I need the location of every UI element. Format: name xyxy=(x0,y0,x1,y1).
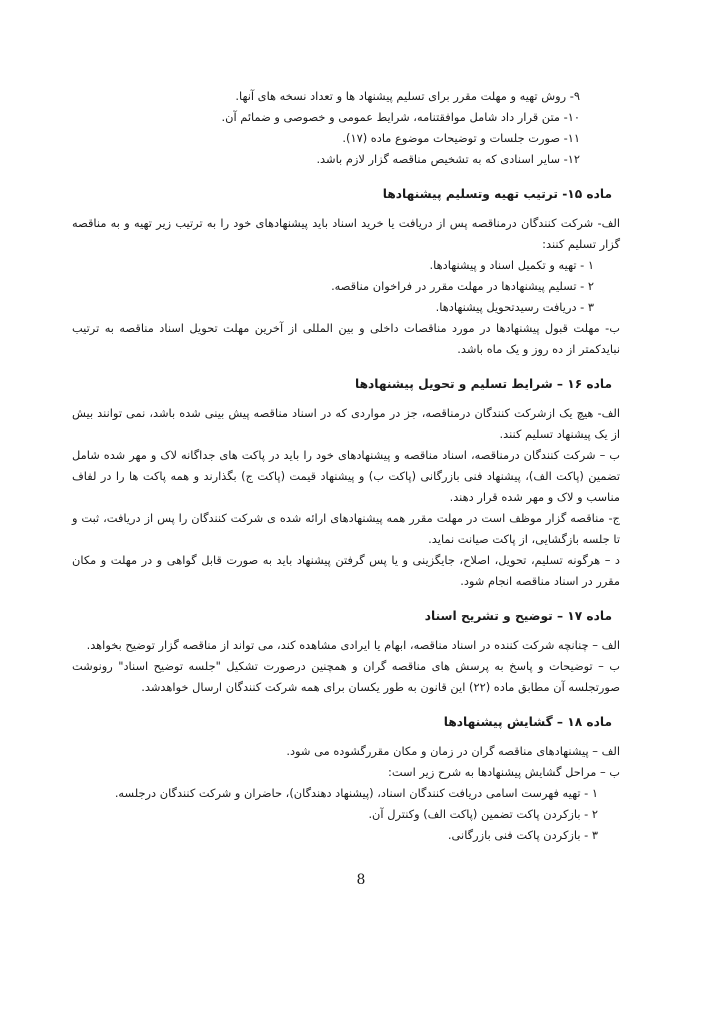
article-15-clause-be: ب- مهلت قبول پیشنهادها در مورد مناقصات داخلی و بین المللی از آخرین مهلت تحویل اسناد مناقصه به ترتیب نبایدکمتر از ده روز و یک ماه باشد. xyxy=(72,321,620,356)
article-17-clause-alef: الف – چنانچه شرکت کننده در اسناد مناقصه، ابهام یا ایرادی مشاهده کند، می تواند از مناقصه گزار توضیح بخواهد. xyxy=(86,638,620,652)
article-18-clause-alef: الف – پیشنهادهای مناقصه گران در زمان و مکان مقررگشوده می شود. xyxy=(286,744,620,758)
article-15-clause-alef: الف- شرکت کنندگان درمناقصه پس از دریافت یا خرید اسناد باید پیشنهادهای خود را به ترتیب زیر تهیه و به مناقصه گزار تسلیم کنند: xyxy=(72,216,620,251)
list-item: ۲ - تسلیم پیشنهادها در مهلت مقرر در فراخوان مناقصه. xyxy=(331,279,594,293)
document-page xyxy=(72,86,620,846)
article-17-heading: ماده ۱۷ – توضیح و تشریح اسناد xyxy=(424,609,612,623)
article-16-clause-jim: ج- مناقصه گزار موظف است در مهلت مقرر همه پیشنهادهای ارائه شده ی شرکت کنندگان را پس از دریافت، ثبت و تا جلسه بازگشایی، از پاکت صیانت نماید. xyxy=(72,511,620,546)
article-18-heading: ماده ۱۸ – گشایش پیشنهادها xyxy=(443,715,612,729)
list-item: ۹- روش تهیه و مهلت مقرر برای تسلیم پیشنهاد ها و تعداد نسخه های آنها. xyxy=(235,89,580,103)
list-item: ۱۱- صورت جلسات و توضیحات موضوع ماده (۱۷). xyxy=(342,131,580,145)
list-item: ۱ - تهیه و تکمیل اسناد و پیشنهادها. xyxy=(429,258,594,272)
list-item: ۳ - دریافت رسیدتحویل پیشنهادها. xyxy=(435,300,594,314)
list-item: ۲ - بازکردن پاکت تضمین (پاکت الف) وکنترل آن. xyxy=(368,807,598,821)
list-item: ۳ - بازکردن پاکت فنی بازرگانی. xyxy=(447,828,598,842)
top-list xyxy=(72,86,620,170)
article-16-clause-alef: الف- هیچ یک ازشرکت کنندگان درمناقصه، جز در مواردی که در اسناد مناقصه پیش بینی شده باشد، نمی توانند بیش از یک پیشنهاد تسلیم کنند. xyxy=(72,406,620,441)
article-17-clause-be: ب – توضیحات و پاسخ به پرسش های مناقصه گران و همچنین درصورت تشکیل "جلسه توضیح اسناد" رونوشت صورتجلسه آن مطابق ماده (۲۲) این قانون به طور یکسان برای همه شرکت کنندگان ارسال خواهدشد. xyxy=(72,659,620,694)
article-16-heading: ماده ۱۶ – شرایط تسلیم و تحویل پیشنهادها xyxy=(355,377,612,391)
article-18-clause-be: ب – مراحل گشایش پیشنهادها به شرح زیر است: xyxy=(388,765,620,779)
page-number: 8 xyxy=(356,872,366,888)
article-16-clause-be: ب – شرکت کنندگان درمناقصه، اسناد مناقصه و پیشنهادهای خود را باید در پاکت های جداگانه لاک و مهر شده شامل تضمین (پاکت الف)، پیشنهاد فنی بازرگانی (پاکت ب) و پیشنهاد قیمت (پاکت ج) بگذارند و همه پاکت ها را در لفاف مناسب و لاک و مهر شده قرار دهند. xyxy=(72,448,620,504)
article-15-heading: ماده ۱۵- ترتیب تهیه وتسلیم پیشنهادها xyxy=(382,187,612,201)
list-item: ۱۲- سایر اسنادی که به تشخیص مناقصه گزار لازم باشد. xyxy=(316,152,580,166)
list-item: ۱۰- متن قرار داد شامل موافقتنامه، شرایط عمومی و خصوصی و ضمائم آن. xyxy=(221,110,580,124)
article-16-clause-dal: د – هرگونه تسلیم، تحویل، اصلاح، جایگزینی و یا پس گرفتن پیشنهاد باید به صورت قابل گواهی و در مهلت و مکان مقرر در اسناد مناقصه انجام شود. xyxy=(72,553,620,588)
list-item: ۱ - تهیه فهرست اسامی دریافت کنندگان اسناد، (پیشنهاد دهندگان)، حاضران و شرکت کنندگان درجلسه. xyxy=(114,786,598,800)
